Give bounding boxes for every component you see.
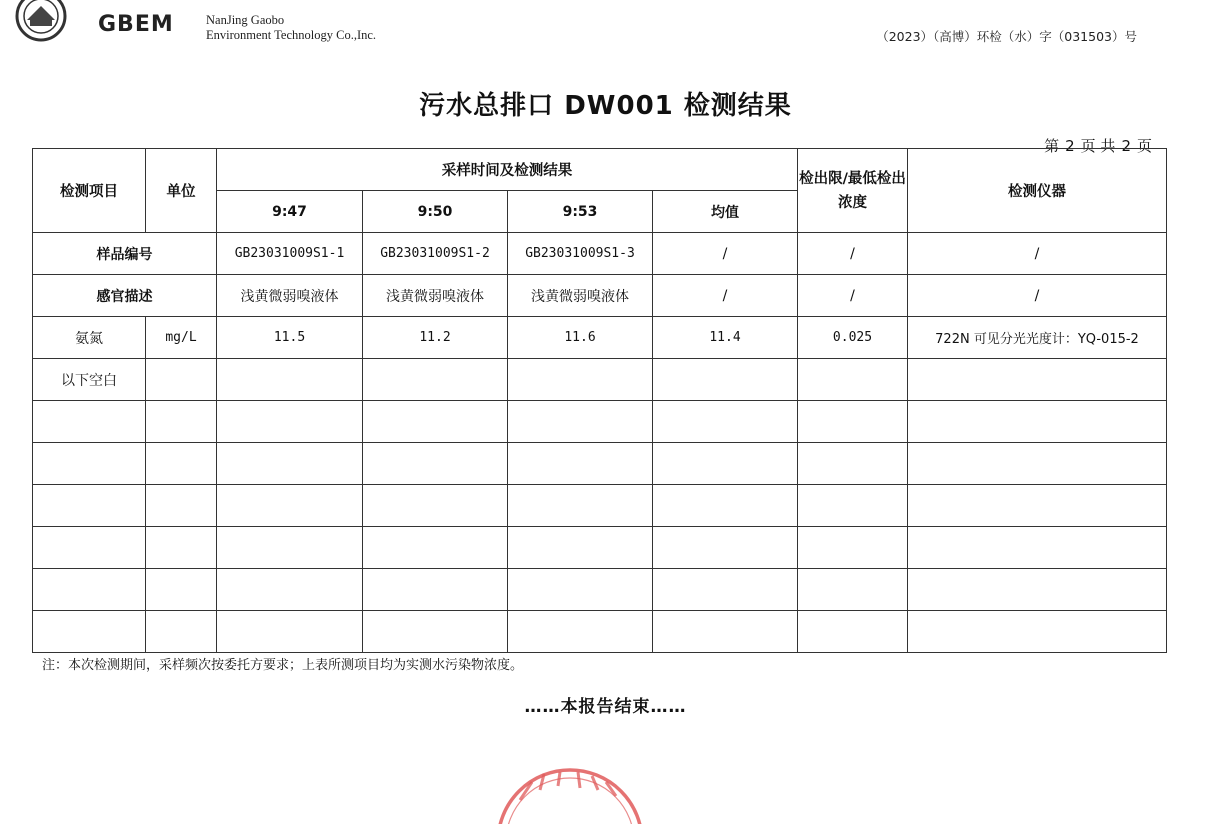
row-label-sensory: 感官描述 [33, 275, 217, 317]
empty-cell [798, 527, 908, 569]
empty-cell [908, 527, 1167, 569]
sample-instrument: / [908, 233, 1167, 275]
empty-cell [217, 401, 363, 443]
page-current: 2 [1065, 137, 1075, 155]
brand-name: GBEM [98, 12, 174, 37]
company-name-line2: Environment Technology Co.,Inc. [206, 28, 377, 42]
empty-cell [508, 611, 653, 653]
header-sampling-group: 采样时间及检测结果 [217, 149, 798, 191]
table-row-empty [33, 569, 1167, 611]
empty-cell [798, 485, 908, 527]
empty-cell [653, 611, 798, 653]
ammonia-mean: 11.4 [653, 317, 798, 359]
empty-cell [146, 359, 217, 401]
empty-cell [363, 401, 508, 443]
empty-cell [653, 401, 798, 443]
empty-cell [508, 485, 653, 527]
empty-cell [508, 443, 653, 485]
empty-cell [798, 359, 908, 401]
empty-cell [146, 485, 217, 527]
ammonia-value-1: 11.5 [217, 317, 363, 359]
empty-cell [508, 401, 653, 443]
header-instrument: 检测仪器 [908, 149, 1167, 233]
empty-cell [908, 485, 1167, 527]
sample-mean: / [653, 233, 798, 275]
empty-rows [33, 401, 1167, 653]
table-row-empty [33, 527, 1167, 569]
empty-cell [33, 401, 146, 443]
sample-id-2: GB23031009S1-2 [363, 233, 508, 275]
empty-cell [33, 527, 146, 569]
sensory-2: 浅黄微弱嗅液体 [363, 275, 508, 317]
header-mean: 均值 [653, 191, 798, 233]
sensory-instrument: / [908, 275, 1167, 317]
empty-cell [217, 359, 363, 401]
row-label-sample-id: 样品编号 [33, 233, 217, 275]
empty-cell [217, 527, 363, 569]
ammonia-limit: 0.025 [798, 317, 908, 359]
ammonia-value-3: 11.6 [508, 317, 653, 359]
page-prefix: 第 [1044, 137, 1060, 155]
empty-cell [653, 527, 798, 569]
red-seal-stamp [480, 760, 660, 824]
empty-cell [33, 611, 146, 653]
page-suffix: 页 [1136, 137, 1152, 155]
header-row-1 [33, 149, 1167, 191]
table-row-ammonia [33, 317, 1167, 359]
page-mid: 页 共 [1080, 137, 1116, 155]
header-detection-limit: 检出限/最低检出浓度 [798, 149, 908, 233]
results-table [32, 148, 1167, 653]
table-row-sample-id [33, 233, 1167, 275]
header-time-3: 9:53 [508, 191, 653, 233]
empty-cell [363, 443, 508, 485]
sample-id-3: GB23031009S1-3 [508, 233, 653, 275]
report-end-marker: ……本报告结束…… [524, 697, 687, 717]
empty-cell [146, 527, 217, 569]
empty-cell [908, 443, 1167, 485]
header-item: 检测项目 [33, 149, 146, 233]
table-row-blank-marker [33, 359, 1167, 401]
header-time-1: 9:47 [217, 191, 363, 233]
empty-cell [217, 443, 363, 485]
table-row-empty [33, 611, 1167, 653]
empty-cell [146, 569, 217, 611]
empty-cell [908, 569, 1167, 611]
table-row-empty [33, 401, 1167, 443]
empty-cell [508, 569, 653, 611]
empty-cell [508, 359, 653, 401]
sensory-limit: / [798, 275, 908, 317]
empty-cell [363, 611, 508, 653]
empty-cell [363, 527, 508, 569]
empty-cell [653, 359, 798, 401]
empty-cell [798, 401, 908, 443]
table-row-empty [33, 485, 1167, 527]
empty-cell [363, 485, 508, 527]
page-title: 污水总排口 DW001 检测结果 [419, 91, 792, 121]
ammonia-unit: mg/L [146, 317, 217, 359]
empty-cell [798, 443, 908, 485]
empty-cell [908, 401, 1167, 443]
empty-cell [363, 569, 508, 611]
empty-cell [33, 485, 146, 527]
empty-cell [798, 611, 908, 653]
company-seal-logo [14, 0, 68, 44]
header-time-2: 9:50 [363, 191, 508, 233]
empty-cell [146, 611, 217, 653]
report-number: （2023）（高博）环检（水）字（031503）号 [876, 29, 1137, 44]
ammonia-value-2: 11.2 [363, 317, 508, 359]
empty-cell [217, 611, 363, 653]
empty-cell [508, 527, 653, 569]
empty-cell [363, 359, 508, 401]
page-total: 2 [1121, 137, 1131, 155]
ammonia-item: 氨氮 [33, 317, 146, 359]
empty-cell [217, 485, 363, 527]
empty-cell [146, 443, 217, 485]
empty-cell [217, 569, 363, 611]
sample-limit: / [798, 233, 908, 275]
table-row-empty [33, 443, 1167, 485]
empty-cell [653, 443, 798, 485]
sample-id-1: GB23031009S1-1 [217, 233, 363, 275]
empty-cell [908, 359, 1167, 401]
sensory-mean: / [653, 275, 798, 317]
blank-below-label: 以下空白 [33, 359, 146, 401]
empty-cell [798, 569, 908, 611]
empty-cell [146, 401, 217, 443]
sensory-3: 浅黄微弱嗅液体 [508, 275, 653, 317]
footnote: 注：本次检测期间，采样频次按委托方要求；上表所测项目均为实测水污染物浓度。 [42, 658, 524, 673]
empty-cell [33, 569, 146, 611]
ammonia-instrument: 722N 可见分光光度计：YQ-015-2 [908, 317, 1167, 359]
empty-cell [653, 569, 798, 611]
company-name [206, 13, 376, 43]
empty-cell [33, 443, 146, 485]
sensory-1: 浅黄微弱嗅液体 [217, 275, 363, 317]
empty-cell [653, 485, 798, 527]
empty-cell [908, 611, 1167, 653]
company-name-line1: NanJing Gaobo [206, 13, 285, 27]
header-unit: 单位 [146, 149, 217, 233]
report-header [0, 0, 1211, 60]
table-row-sensory [33, 275, 1167, 317]
